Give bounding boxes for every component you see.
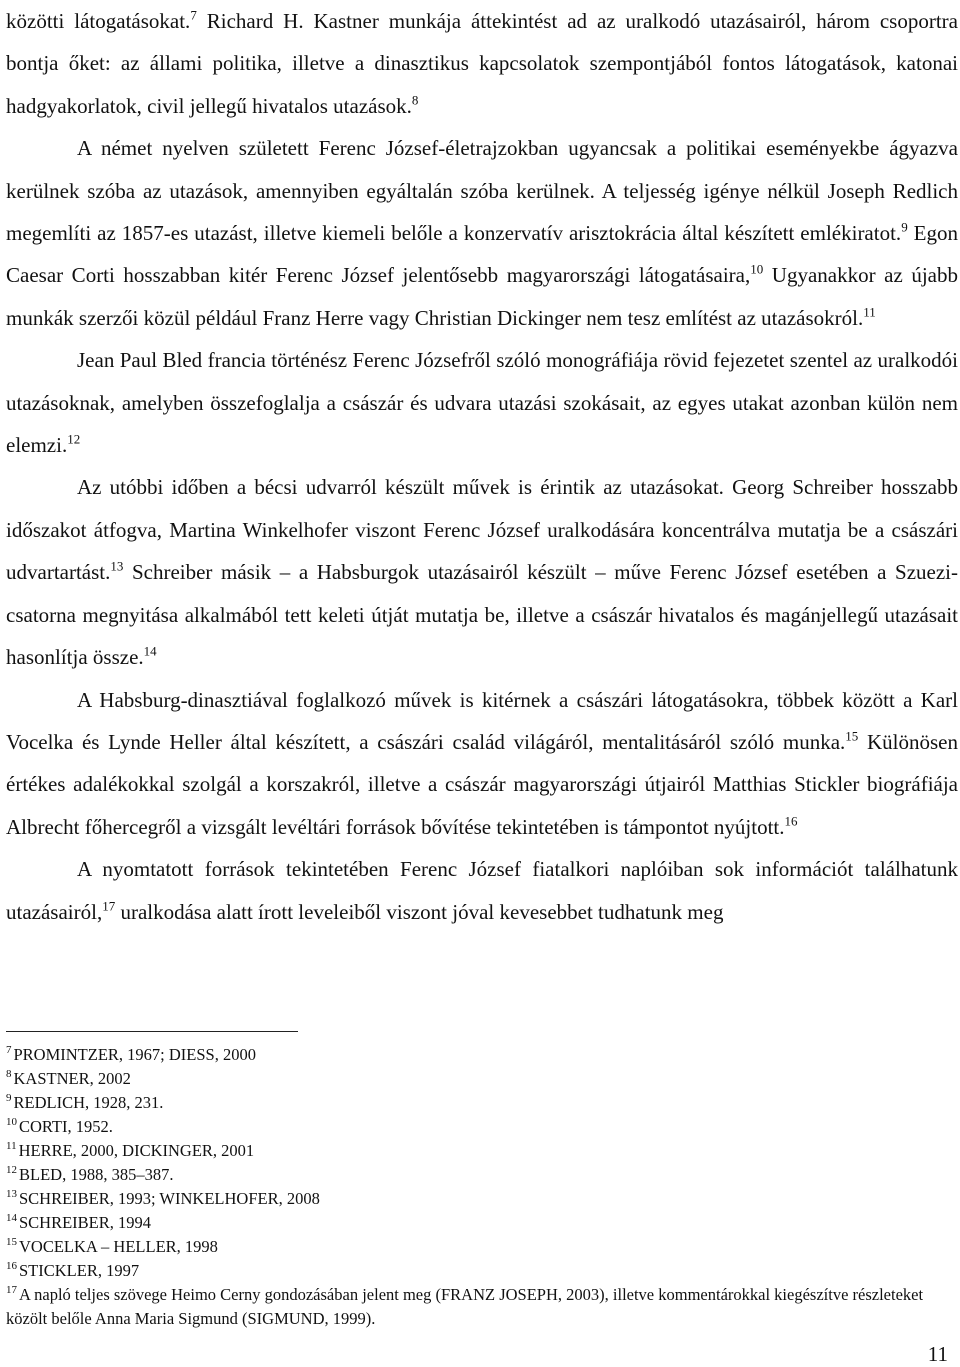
footnote-number: 16 <box>6 1260 17 1273</box>
footnote-reference: 7 <box>190 7 197 23</box>
footnote-text: HERRE, 2000, DICKINGER, 2001 <box>18 1141 255 1160</box>
footnote-number: 12 <box>6 1164 17 1177</box>
body-text <box>6 0 958 933</box>
footnote-separator <box>6 1031 298 1032</box>
paragraph <box>6 127 958 339</box>
footnote <box>6 1235 958 1259</box>
footnote-text: CORTI, 1952. <box>19 1117 113 1136</box>
footnote <box>6 1283 958 1331</box>
text-run: Az utóbbi időben a bécsi udvarról készült művek is érintik az utazásokat. Georg Schreiber hosszabb időszakot átfogva, Martina Winkelhofer viszont Ferenc József uralkodására koncentrálva mutatja be a császári udvartartást. <box>6 475 958 585</box>
footnote-text: A napló teljes szövege Heimo Cerny gondozásában jelent meg (FRANZ JOSEPH, 2003), illetve kommentárokkal kiegészítve részleteket közölt belőle Anna Maria Sigmund (SIGMUND, 1999). <box>6 1285 924 1328</box>
footnotes <box>6 1043 958 1331</box>
footnote-reference: 8 <box>411 92 419 108</box>
footnote-text: VOCELKA – HELLER, 1998 <box>19 1237 218 1256</box>
footnote-text: REDLICH, 1928, 231. <box>13 1093 164 1112</box>
text-run: A nyomtatott források tekintetében Ferenc József fiatalkori naplóiban sok információt találhatunk utazásairól, <box>6 857 958 924</box>
footnote-reference: 10 <box>750 262 764 277</box>
footnote-text: SCHREIBER, 1994 <box>19 1213 152 1232</box>
footnote-text: BLED, 1988, 385–387. <box>19 1165 174 1184</box>
footnote <box>6 1043 958 1067</box>
text-run: Ugyanakkor az újabb munkák szerzői közül például Franz Herre vagy Christian Dickinger nem tesz említést az utazásokról. <box>6 263 958 330</box>
footnote-number: 7 <box>6 1044 12 1057</box>
footnote <box>6 1259 958 1283</box>
footnote-reference: 14 <box>143 643 157 659</box>
paragraph <box>6 0 958 127</box>
footnote-number: 10 <box>6 1116 17 1129</box>
footnote-number: 15 <box>6 1236 17 1249</box>
footnote <box>6 1067 958 1091</box>
footnote-number: 17 <box>6 1284 17 1297</box>
paragraph <box>6 679 958 849</box>
footnote-number: 13 <box>6 1188 17 1201</box>
footnote-number: 14 <box>6 1212 17 1225</box>
footnote-text: SCHREIBER, 1993; WINKELHOFER, 2008 <box>19 1189 320 1208</box>
text-run: A Habsburg-dinasztiával foglalkozó művek is kitérnek a császári látogatásokra, többek között a Karl Vocelka és Lynde Heller által készített, a császári család világáról, mentalitásáról szóló munka. <box>6 687 958 754</box>
page-number: 11 <box>927 1342 948 1366</box>
footnote-reference: 15 <box>845 728 859 744</box>
footnote <box>6 1187 958 1211</box>
footnote-number: 8 <box>6 1068 12 1081</box>
text-run: Egon Caesar Corti hosszabban kitér Ferenc József jelentősebb magyarországi látogatásaira, <box>6 221 959 288</box>
footnote-reference: 9 <box>901 219 908 235</box>
paragraph <box>6 466 958 678</box>
text-run: Jean Paul Bled francia történész Ferenc Józsefről szóló monográfiája rövid fejezetet szentel az uralkodói utazásoknak, amelyben összefoglalja a császár és udvara utazási szokásait, az egyes utakat azonban külön nem elemzi. <box>6 348 958 458</box>
footnote <box>6 1163 958 1187</box>
text-run: uralkodása alatt írott leveleiből viszont jóval kevesebbet tudhatunk meg <box>115 899 724 924</box>
footnote-text: PROMINTZER, 1967; DIESS, 2000 <box>13 1045 256 1064</box>
footnote-number: 9 <box>6 1092 12 1105</box>
footnote-text: KASTNER, 2002 <box>13 1069 131 1088</box>
paragraph <box>6 848 958 933</box>
paragraph <box>6 339 958 466</box>
footnote <box>6 1115 958 1139</box>
footnote-number: 11 <box>6 1140 17 1153</box>
footnote <box>6 1091 958 1115</box>
text-run: Schreiber másik – a Habsburgok utazásairól készült – műve Ferenc József esetében a Szuezi-csatorna megnyitása alkalmából tett keleti útját mutatja be, illetve a császár hivatalos és magánjellegű utazásait hasonlítja össze. <box>6 560 958 670</box>
footnote-text: STICKLER, 1997 <box>19 1261 140 1280</box>
footnote-reference: 11 <box>863 304 876 320</box>
footnote-reference: 17 <box>102 898 116 914</box>
text-run: A német nyelven született Ferenc József-életrajzokban ugyancsak a politikai eseményekbe ágyazva kerülnek szóba az utazások, amennyiben egyáltalán szóba kerülnek. A teljesség igénye nélkül Joseph Redlich megemlíti az 1857-es utazást, illetve kiemeli belőle a konzervatív arisztokrácia által készített emlékiratot. <box>6 136 958 246</box>
text-run: közötti látogatásokat. <box>6 9 191 33</box>
footnote-reference: 13 <box>110 558 124 574</box>
text-run: Különösen értékes adalékokkal szolgál a korszakról, illetve a császár magyarországi útjairól Matthias Stickler biográfiája Albrecht főhercegről a vizsgált levéltári források bővítése tekintetében is támpontot nyújtott. <box>6 729 958 839</box>
footnote <box>6 1139 958 1163</box>
footnote-reference: 12 <box>67 431 81 447</box>
footnote-reference: 16 <box>784 813 798 829</box>
text-run: Richard H. Kastner munkája áttekintést ad az uralkodó utazásairól, három csoportra bontja őket: az állami politika, illetve a dinasztikus kapcsolatok szempontjából fontos látogatások, katonai hadgyakorlatok, civil jellegű hivatalos utazások. <box>6 9 958 118</box>
footnote <box>6 1211 958 1235</box>
